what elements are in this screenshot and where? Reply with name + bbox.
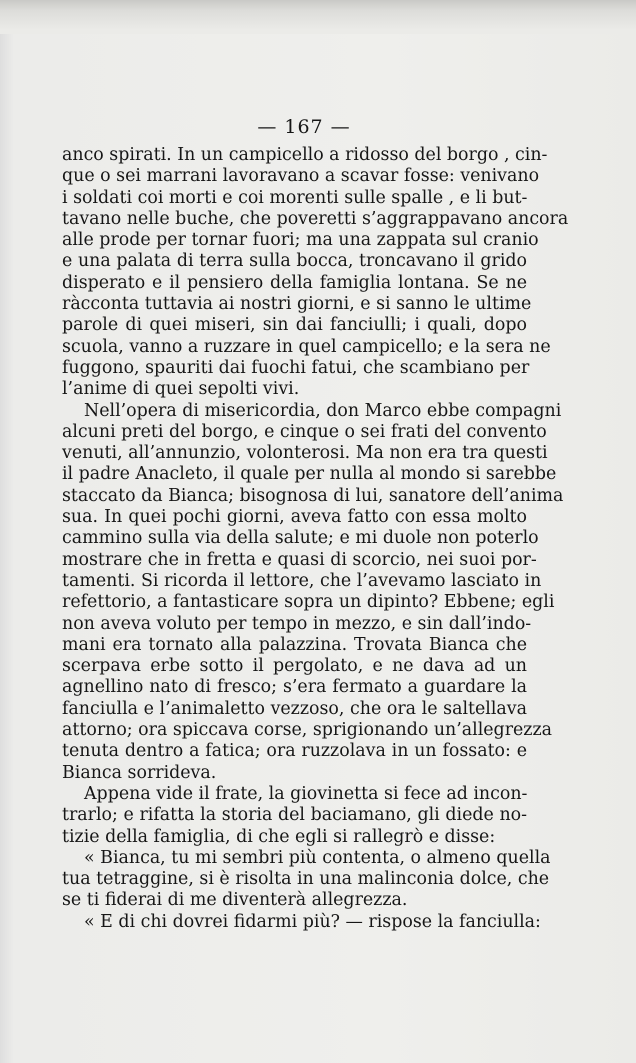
text-line: sua. In quei pochi giorni, aveva fatto con essa molto <box>62 507 527 528</box>
text-line: tenuta dentro a fatica; ora ruzzolava in un fossato: e <box>62 741 527 762</box>
text-line: mostrare che in fretta e quasi di scorcio, nei suoi por- <box>62 549 537 570</box>
text-line: que o sei marrani lavoravano a scavar fosse: venivano <box>62 166 540 187</box>
text-line: « E di chi dovrei fidarmi più? — rispose la fanciulla: <box>84 911 541 932</box>
text-line: scuola, vanno a ruzzare in quel campicello; e la sera ne <box>62 336 551 357</box>
text-line: mani era tornato alla palazzina. Trovata Bianca che <box>62 634 527 655</box>
text-line: tizie della famiglia, di che egli si rallegrò e disse: <box>62 826 496 847</box>
text-line: refettorio, a fantasticare sopra un dipinto? Ebbene; egli <box>62 592 555 613</box>
text-line: e una palata di terra sulla bocca, troncavano il grido <box>62 251 527 272</box>
text-line: tamenti. Si ricorda il lettore, che l’avevamo lasciato in <box>62 570 542 591</box>
text-line: alle prode per tornar fuori; ma una zappata sul cranio <box>62 230 539 251</box>
text-line: staccato da Bianca; bisognosa di lui, sanatore dell’anima <box>62 485 564 506</box>
text-line: scerpava erbe sotto il pergolato, e ne dava ad un <box>62 656 527 677</box>
body-text <box>62 145 569 933</box>
text-line: se ti fiderai di me diventerà allegrezza. <box>62 890 408 911</box>
text-line: cammino sulla via della salute; e mi duole non poterlo <box>62 528 539 549</box>
text-line: Nell’opera di misericordia, don Marco ebbe compagni <box>84 400 562 421</box>
text-line: agnellino nato di fresco; s’era fermato a guardare la <box>62 677 527 698</box>
text-line: venuti, all’annunzio, volonterosi. Ma non era tra questi <box>62 443 548 464</box>
text-line: tua tetraggine, si è risolta in una malinconia dolce, che <box>62 869 550 890</box>
text-line: disperato e il pensiero della famiglia lontana. Se ne <box>62 272 527 293</box>
text-line: alcuni preti del borgo, e cinque o sei frati del convento <box>62 421 547 442</box>
text-line: l’anime di quei sepolti vivi. <box>62 379 300 400</box>
text-line: Appena vide il frate, la giovinetta si fece ad incon- <box>84 783 528 804</box>
text-line: fuggono, spauriti dai fuochi fatui, che scambiano per <box>62 357 530 378</box>
page-top-edge <box>0 0 636 34</box>
text-line: « Bianca, tu mi sembri più contenta, o almeno quella <box>84 847 551 868</box>
text-line: Bianca sorrideva. <box>62 762 217 783</box>
page-number: — 167 — <box>257 116 351 138</box>
text-line: anco spirati. In un campicello a ridosso del borgo , cin- <box>62 145 548 165</box>
text-line: parole di quei miseri, sin dai fanciulli; i quali, dopo <box>62 315 527 336</box>
text-line: attorno; ora spiccava corse, sprigionando un’allegrezza <box>62 720 552 741</box>
text-line: ràcconta tuttavia ai nostri giorni, e si sanno le ultime <box>62 294 532 315</box>
text-line: trarlo; e rifatta la storia del baciamano, gli diede no- <box>62 805 527 826</box>
text-line: il padre Anacleto, il quale per nulla al mondo si sarebbe <box>62 464 557 485</box>
text-line: fanciulla e l’animaletto vezzoso, che ora le saltellava <box>62 698 527 719</box>
text-line: i soldati coi morti e coi morenti sulle spalle , e li but- <box>62 187 528 208</box>
text-line: tavano nelle buche, che poveretti s’aggrappavano ancora <box>62 208 569 229</box>
text-line: non aveva voluto per tempo in mezzo, e sin dall’indo- <box>62 613 532 634</box>
